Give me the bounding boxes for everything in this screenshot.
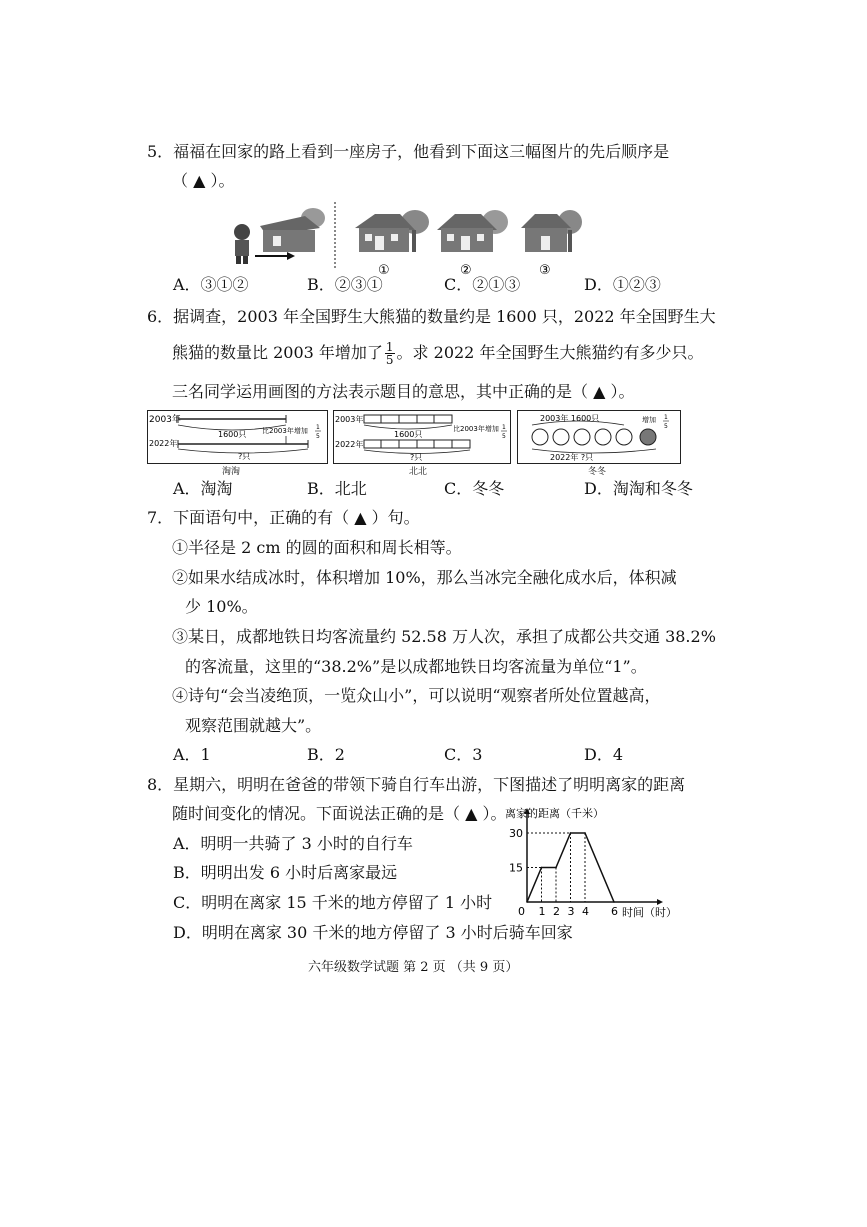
house-picture-1 xyxy=(355,210,429,252)
data-point-3 xyxy=(570,832,572,834)
q5-option-d[interactable]: D．①②③ xyxy=(584,275,661,294)
x-tick-0: 0 xyxy=(518,905,525,918)
q7-statement-4b: 观察范围就越大”。 xyxy=(185,716,322,735)
beibei-diagram xyxy=(334,411,510,463)
q7-statement-1: ①半径是 2 cm 的圆的面积和周长相等。 xyxy=(172,538,462,557)
q6-option-d[interactable]: D．淘淘和冬冬 xyxy=(584,479,693,498)
q6-figure-dongdong xyxy=(517,410,681,464)
data-point-1 xyxy=(541,867,543,869)
beibei-count: 1600只 xyxy=(394,430,423,439)
q8-option-b[interactable]: B．明明出发 6 小时后离家最远 xyxy=(173,863,398,882)
q6-stem-line-2 xyxy=(172,341,703,366)
q6-stem-line-3: 三名同学运用画图的方法表示题目的意思，其中正确的是（ ▲ ）。 xyxy=(172,382,635,401)
y-axis-label: 离家的距离（千米） xyxy=(505,807,604,820)
pic-label-1: ① xyxy=(378,263,390,278)
q6-option-a[interactable]: A．淘淘 xyxy=(173,479,233,498)
beibei-name: 北北 xyxy=(409,467,428,477)
beibei-q: ?只 xyxy=(410,453,423,462)
taotao-name: 淘淘 xyxy=(222,467,241,477)
q7-statement-2b: 少 10%。 xyxy=(185,597,258,616)
data-point-5 xyxy=(613,901,615,903)
taotao-q: ?只 xyxy=(238,452,251,461)
taotao-count: 1600只 xyxy=(218,430,247,439)
q6-stem-line-1: 6．据调查，2003 年全国野生大熊猫的数量约是 1600 只，2022 年全国野生大 xyxy=(147,307,716,326)
boy-illustration xyxy=(234,224,250,264)
house-picture-2 xyxy=(437,210,508,252)
q7-option-b[interactable]: B．2 xyxy=(307,745,345,764)
svg-text:1: 1 xyxy=(316,424,320,431)
dongdong-name: 冬冬 xyxy=(588,467,607,477)
q8-option-d[interactable]: D．明明在离家 30 千米的地方停留了 3 小时后骑车回家 xyxy=(173,923,573,942)
beibei-2003-label: 2003年 xyxy=(335,415,364,424)
q6-figure-taotao xyxy=(147,410,328,464)
q5-figure xyxy=(225,200,585,280)
pic-label-2: ② xyxy=(460,263,472,278)
y-tick-30: 30 xyxy=(509,827,523,840)
dongdong-top: 2003年 1600只 xyxy=(540,414,600,423)
data-point-4 xyxy=(584,832,586,834)
q5-option-b[interactable]: B．②③① xyxy=(307,275,383,294)
house-side-view xyxy=(260,208,325,252)
taotao-2003-label: 2003年 xyxy=(149,415,181,425)
q5-stem-line-2: （ ▲ ）。 xyxy=(172,171,235,190)
dongdong-diagram xyxy=(518,411,680,463)
svg-text:1: 1 xyxy=(502,424,506,431)
x-axis-arrow xyxy=(657,899,663,905)
fraction-numerator: 1 xyxy=(385,340,394,354)
q7-statement-3b: 的客流量，这里的“38.2%”是以成都地铁日均客流量为单位“1”。 xyxy=(185,657,647,676)
fraction-denominator: 5 xyxy=(385,353,394,367)
q6-option-b[interactable]: B．北北 xyxy=(307,479,367,498)
x-tick-6: 6 xyxy=(611,905,618,918)
pic-label-3: ③ xyxy=(539,263,551,278)
dongdong-inc: 增加 xyxy=(642,416,656,424)
taotao-2022-label: 2022年 xyxy=(149,439,178,448)
q5-option-a[interactable]: A．③①② xyxy=(173,275,249,294)
taotao-diagram xyxy=(148,411,327,463)
svg-text:5: 5 xyxy=(316,433,320,440)
q6-option-c[interactable]: C．冬冬 xyxy=(444,479,505,498)
y-tick-15: 15 xyxy=(509,861,523,875)
x-tick-1: 1 xyxy=(538,905,546,918)
svg-text:5: 5 xyxy=(664,423,668,430)
q8-stem-line-1: 8．星期六，明明在爸爸的带领下骑自行车出游，下图描述了明明离家的距离 xyxy=(147,775,686,794)
q8-option-c[interactable]: C．明明在离家 15 千米的地方停留了 1 小时 xyxy=(173,893,493,912)
q7-statement-3a: ③某日，成都地铁日均客流量约 52.58 万人次，承担了成都公共交通 38.2% xyxy=(172,627,716,646)
q7-option-a[interactable]: A．1 xyxy=(173,745,211,764)
beibei-note: 比2003年增加 xyxy=(453,425,499,433)
taotao-note: 比2003年增加 xyxy=(262,427,308,435)
x-tick-4: 4 xyxy=(582,905,589,918)
q8-stem-line-2: 随时间变化的情况。下面说法正确的是（ ▲ ）。 xyxy=(172,804,507,823)
x-tick-3: 3 xyxy=(567,905,575,918)
q7-option-d[interactable]: D．4 xyxy=(584,745,624,764)
q7-statement-4a: ④诗句“会当凌绝顶，一览众山小”，可以说明“观察者所处位置越高， xyxy=(172,686,661,705)
q7-statement-2a: ②如果水结成冰时，体积增加 10%，那么当冰完全融化成水后，体积减 xyxy=(172,568,677,587)
dongdong-bottom: 2022年 ?只 xyxy=(550,453,594,462)
x-tick-2: 2 xyxy=(553,905,560,918)
q5-option-c[interactable]: C．②①③ xyxy=(444,275,521,294)
data-point-0 xyxy=(526,901,528,903)
q6-stem-2b: 。求 2022 年全国野生大熊猫约有多少只。 xyxy=(396,343,704,362)
q6-stem-2a: 熊猫的数量比 2003 年增加了 xyxy=(172,343,383,362)
fraction-one-fifth xyxy=(385,341,395,366)
distance-time-chart xyxy=(495,800,695,920)
q7-option-c[interactable]: C．3 xyxy=(444,745,483,764)
data-point-2 xyxy=(555,867,557,869)
page-footer: 六年级数学试题 第 2 页 （共 9 页） xyxy=(308,960,519,975)
x-axis-label: 时间（时） xyxy=(622,906,677,919)
q5-stem-line-1: 5．福福在回家的路上看到一座房子，他看到下面这三幅图片的先后顺序是 xyxy=(147,142,670,161)
house-picture-3 xyxy=(521,210,582,252)
svg-text:1: 1 xyxy=(664,414,668,421)
svg-text:5: 5 xyxy=(502,433,506,440)
q8-option-a[interactable]: A．明明一共骑了 3 小时的自行车 xyxy=(173,834,413,853)
q7-stem: 7．下面语句中，正确的有（ ▲ ）句。 xyxy=(147,508,420,527)
q6-figure-beibei xyxy=(333,410,511,464)
beibei-2022-label: 2022年 xyxy=(335,440,364,449)
